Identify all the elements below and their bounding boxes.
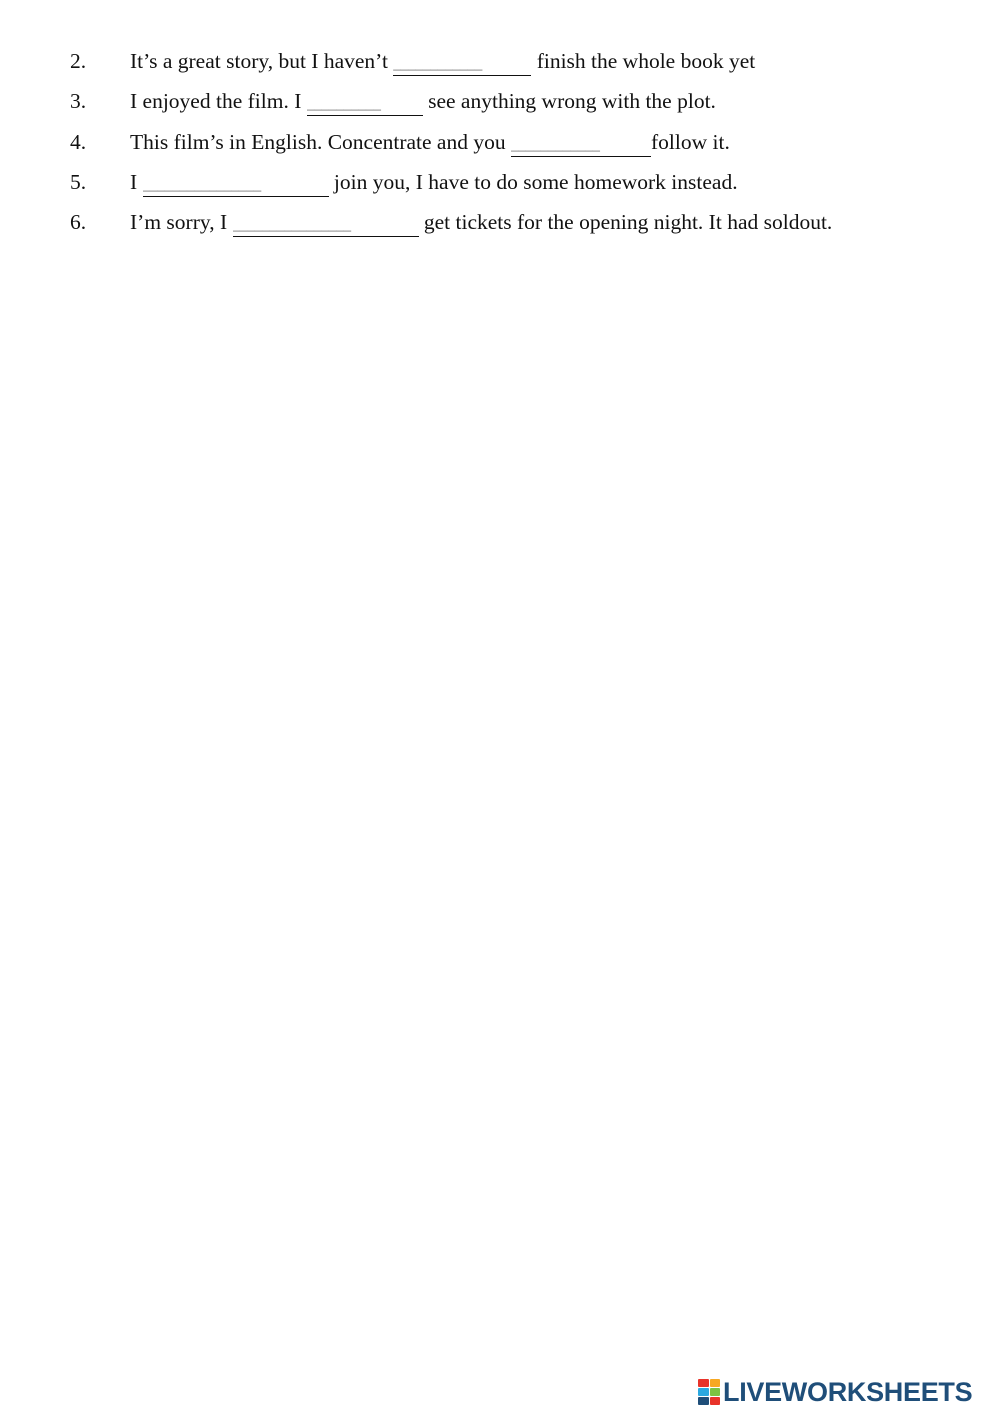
answer-blank-input[interactable] <box>307 93 423 116</box>
question-number: 2. <box>70 49 87 73</box>
question-text <box>130 207 832 237</box>
logo-mark-cell <box>710 1397 721 1405</box>
logo-mark-cell <box>710 1379 721 1387</box>
question-text-after: see anything wrong with the plot. <box>422 89 716 113</box>
question-number: 5. <box>70 170 87 194</box>
question-text <box>130 46 755 76</box>
logo-mark-cell <box>698 1397 709 1405</box>
question-text <box>130 86 716 116</box>
question-text <box>130 127 730 157</box>
question-item <box>0 207 1000 237</box>
logo-mark-cell <box>698 1388 709 1396</box>
question-text-before: I enjoyed the film. I <box>130 89 307 113</box>
question-text-after: follow it. <box>650 130 730 154</box>
question-text-before: I’m sorry, I <box>130 210 233 234</box>
liveworksheets-logo-icon <box>698 1379 720 1405</box>
answer-blank-input[interactable] <box>233 214 419 237</box>
liveworksheets-logo[interactable] <box>698 1374 994 1410</box>
question-number: 4. <box>70 130 87 154</box>
answer-blank-input[interactable] <box>143 174 329 197</box>
question-text-before: It’s a great story, but I haven’t <box>130 49 394 73</box>
question-item <box>0 46 1000 76</box>
question-number: 3. <box>70 89 87 113</box>
question-item <box>0 86 1000 116</box>
question-item <box>0 167 1000 197</box>
question-number: 6. <box>70 210 87 234</box>
answer-blank-input[interactable] <box>393 53 531 76</box>
logo-text: LIVEWORKSHEETS <box>723 1376 973 1407</box>
answer-blank-input[interactable] <box>511 134 651 157</box>
question-text-after: join you, I have to do some homework instead. <box>328 170 738 194</box>
question-text-before: I <box>130 170 143 194</box>
question-text <box>130 167 738 197</box>
question-text-after: get tickets for the opening night. It had soldout. <box>418 210 833 234</box>
logo-mark-cell <box>698 1379 709 1387</box>
logo-mark-cell <box>710 1388 721 1396</box>
question-item <box>0 127 1000 157</box>
question-text-before: This film’s in English. Concentrate and you <box>130 130 511 154</box>
question-text-after: finish the whole book yet <box>531 49 756 73</box>
